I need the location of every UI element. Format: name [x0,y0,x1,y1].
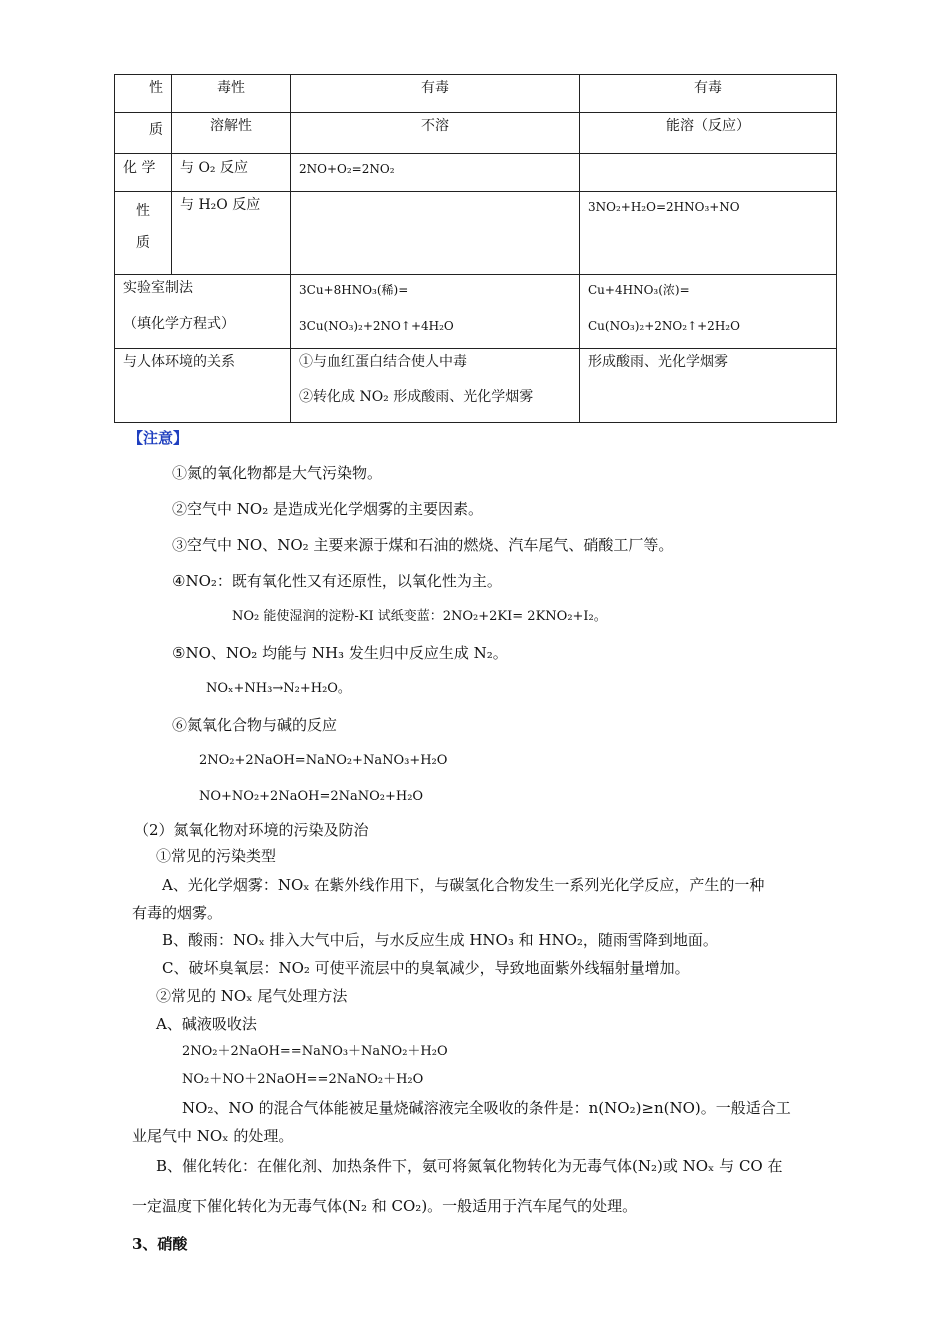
note-item: ④NO₂：既有氧化性又有还原性，以氧化性为主。 [172,572,502,590]
table-row [115,349,837,423]
property-label: 与 O₂ 反应 [172,154,291,192]
row-header: 质 [115,113,172,154]
note-item: ⑤NO、NO₂ 均能与 NH₃ 发生归中反应生成 N₂。 [172,644,508,662]
no2-value: 有毒 [580,75,837,113]
equation-line: 3Cu+8HNO₃(稀)= [299,283,409,297]
table-row [115,113,837,154]
row-header-line: （填化学方程式） [123,316,235,332]
property-label: 溶解性 [172,113,291,154]
no-value [291,192,580,275]
note-item: ③空气中 NO、NO₂ 主要来源于煤和石油的燃烧、汽车尾气、硝酸工厂等。 [172,536,674,554]
subsection-heading: ①常见的污染类型 [156,847,277,865]
note-item: NO₂ 能使湿润的淀粉-KI 试纸变蓝：2NO₂+2KI= 2KNO₂+I₂。 [232,609,607,624]
nitrogen-oxide-property-table [114,74,837,423]
section-heading: （2）氮氧化物对环境的污染及防治 [134,821,369,839]
subsection-heading: ②常见的 NOₓ 尾气处理方法 [156,987,348,1005]
equation: 2NO₂+2NaOH=NaNO₂+NaNO₃+H₂O [199,753,448,768]
equation-line: 3Cu(NO₃)₂+2NO↑+4H₂O [299,319,454,333]
property-label: 与 H₂O 反应 [172,192,291,275]
row-header-line: 性 [136,203,150,219]
method-heading: A、碱液吸收法 [156,1015,257,1033]
no-value: 2NO+O₂=2NO₂ [291,154,580,192]
relation-line: ①与血红蛋白结合使人中毒 [299,354,467,370]
table-row [115,275,837,349]
section-heading: 3、硝酸 [132,1235,188,1253]
paragraph-line: 有毒的烟雾。 [132,904,223,922]
equation-line: Cu+4HNO₃(浓)= [588,283,690,297]
no2-value [580,154,837,192]
note-item: ①氮的氧化物都是大气污染物。 [172,464,383,482]
no-value: 不溶 [291,113,580,154]
equation-line: Cu(NO₃)₂+2NO₂↑+2H₂O [588,319,740,333]
note-heading: 【注意】 [128,429,189,447]
row-header: 与人体环境的关系 [115,349,291,423]
row-header [115,192,172,275]
equation: NO₂＋NO＋2NaOH==2NaNO₂＋H₂O [182,1072,424,1087]
no2-value: 能溶（反应） [580,113,837,154]
paragraph-line: 一定温度下催化转化为无毒气体(N₂ 和 CO₂)。一般适用于汽车尾气的处理。 [132,1197,638,1215]
property-label: 毒性 [172,75,291,113]
no2-value: 3NO₂+H₂O=2HNO₃+NO [580,192,837,275]
row-header-line: 实验室制法 [123,280,193,296]
row-header: 化 学 [115,154,172,192]
equation: NO+NO₂+2NaOH=2NaNO₂+H₂O [199,789,424,804]
paragraph-line: NO₂、NO 的混合气体能被足量烧碱溶液完全吸收的条件是：n(NO₂)≥n(NO)。一般适合工 [182,1099,791,1117]
no-value [291,349,580,423]
note-item: ②空气中 NO₂ 是造成光化学烟雾的主要因素。 [172,500,483,518]
table-row [115,75,837,113]
no-value: 有毒 [291,75,580,113]
note-item: ⑥氮氧化合物与碱的反应 [172,716,338,734]
row-header [115,275,291,349]
equation: 2NO₂＋2NaOH==NaNO₃＋NaNO₂＋H₂O [182,1044,448,1059]
paragraph-line: C、破坏臭氧层：NO₂ 可使平流层中的臭氧减少，导致地面紫外线辐射量增加。 [162,959,690,977]
row-header-line: 质 [136,235,150,251]
no-value [291,275,580,349]
table-row [115,192,837,275]
row-header: 性 [115,75,172,113]
paragraph-line: 业尾气中 NOₓ 的处理。 [132,1127,294,1145]
paragraph-line: B、催化转化：在催化剂、加热条件下，氨可将氮氧化物转化为无毒气体(N₂)或 NOₓ 与 CO 在 [156,1157,783,1175]
table-row [115,154,837,192]
no2-value [580,275,837,349]
equation: NOₓ+NH₃→N₂+H₂O。 [206,681,351,696]
relation-line: ②转化成 NO₂ 形成酸雨、光化学烟雾 [299,389,534,405]
paragraph-line: B、酸雨：NOₓ 排入大气中后，与水反应生成 HNO₃ 和 HNO₂，随雨雪降到地面。 [162,931,718,949]
no2-value: 形成酸雨、光化学烟雾 [580,349,837,423]
paragraph-line: A、光化学烟雾：NOₓ 在紫外线作用下，与碳氢化合物发生一系列光化学反应，产生的一种 [162,876,765,894]
